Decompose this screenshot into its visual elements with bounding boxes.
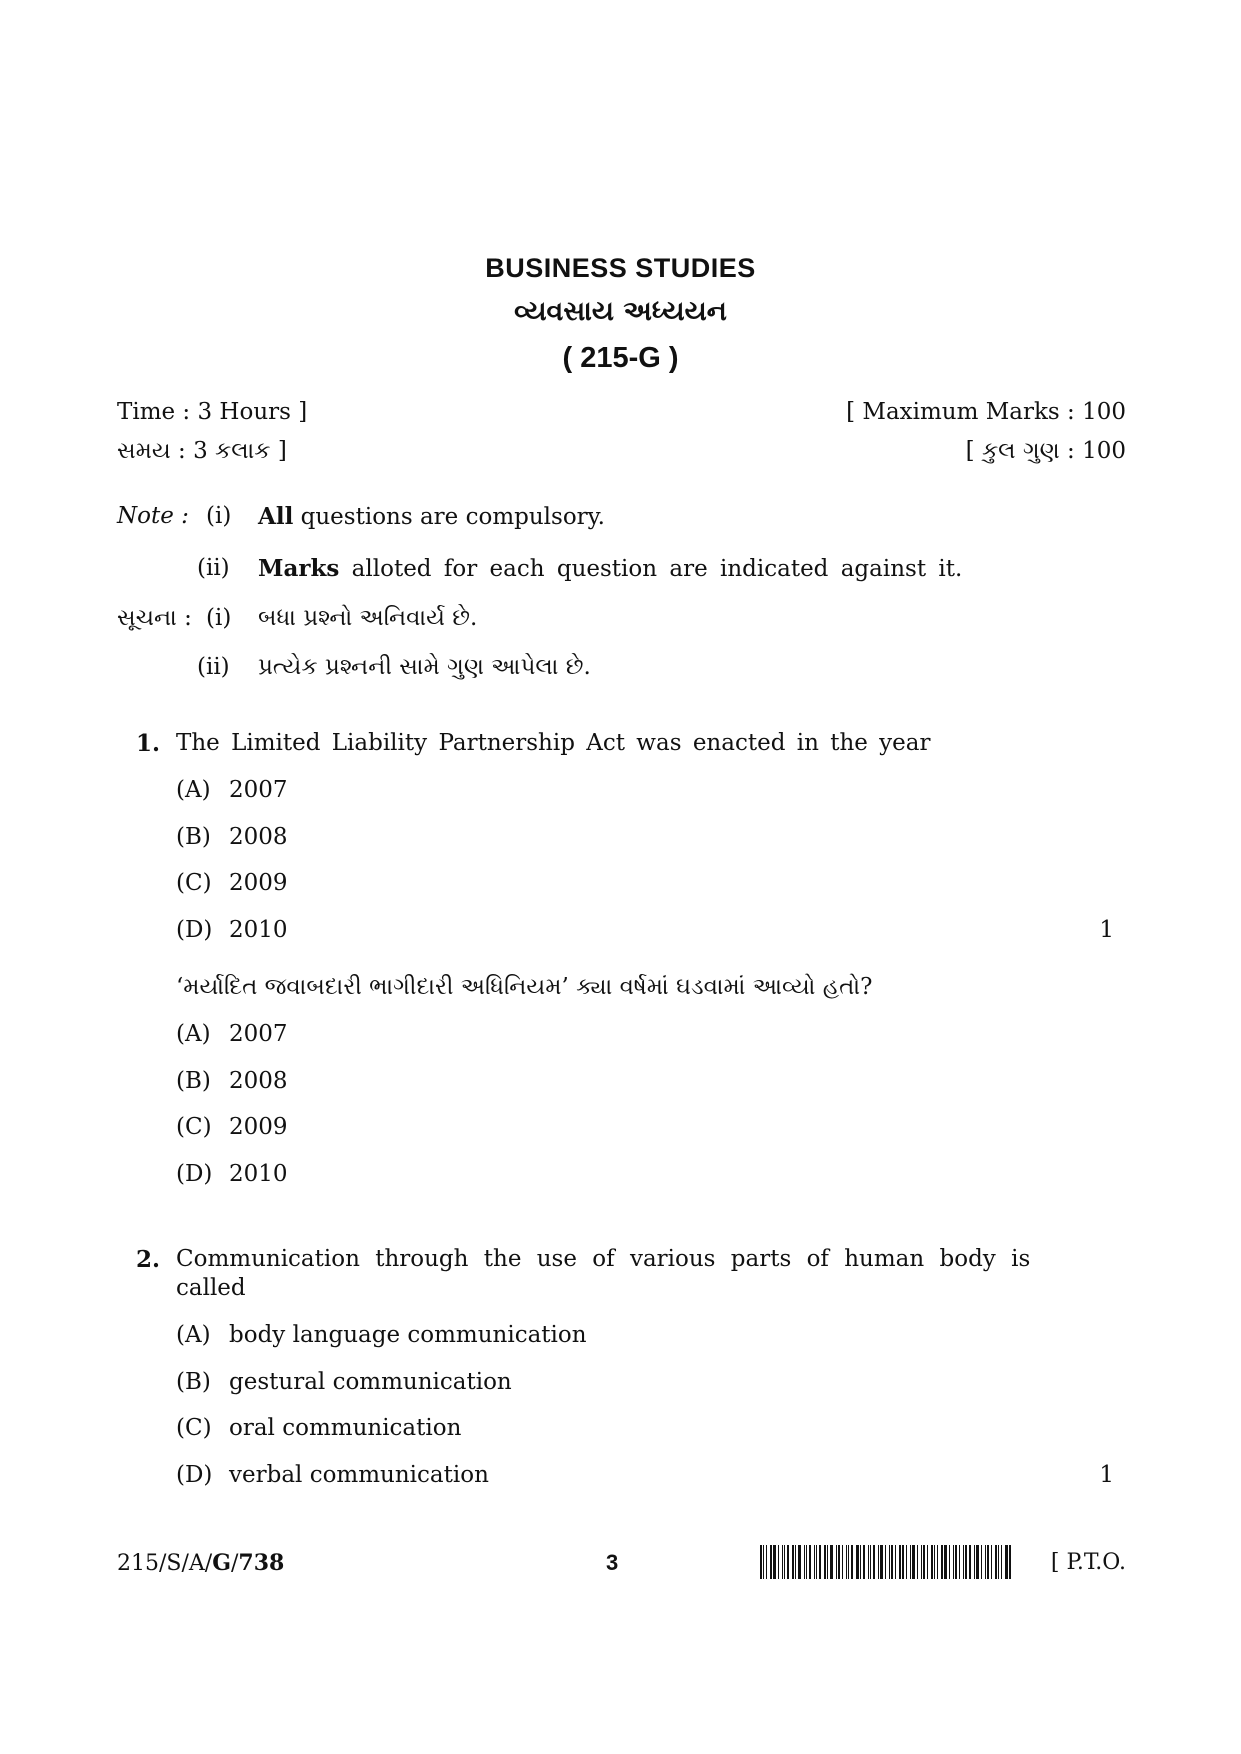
- q1-option-d: 2010: [229, 917, 288, 943]
- barcode-bar: [963, 1545, 964, 1579]
- barcode-bar: [816, 1545, 817, 1579]
- barcode-bar: [795, 1545, 796, 1579]
- paper-title-english: BUSINESS STUDIES: [485, 253, 756, 283]
- barcode-bar: [868, 1545, 869, 1579]
- q1-option-d-label: (D): [176, 917, 213, 943]
- question-1-text: The Limited Liability Partnership Act was enacted in the year: [176, 730, 931, 756]
- note-item-2: [258, 555, 962, 582]
- barcode-bar: [987, 1545, 989, 1579]
- note-label: Note :: [117, 503, 189, 529]
- barcode-bar: [998, 1545, 999, 1579]
- barcode-bar: [804, 1545, 805, 1579]
- q1-gu-option-a-label: (A): [176, 1021, 211, 1047]
- suchna-item-1-number: (i): [206, 605, 232, 631]
- question-2-text-line1: Communication through the use of various parts of human body is: [176, 1246, 1031, 1272]
- question-2-number: 2.: [136, 1246, 161, 1273]
- barcode-bar: [792, 1545, 794, 1579]
- barcode-bar: [836, 1545, 837, 1579]
- barcode-bar: [931, 1545, 933, 1579]
- barcode-icon: [760, 1545, 1022, 1579]
- barcode-bar: [949, 1545, 950, 1579]
- barcode-bar: [860, 1545, 861, 1579]
- q2-marks: 1: [1099, 1462, 1114, 1488]
- barcode-bar: [878, 1545, 879, 1579]
- barcode-bar: [976, 1545, 979, 1579]
- time-gujarati: સમય : 3 કલાક ]: [117, 438, 287, 464]
- question-2-text-line2: called: [176, 1275, 246, 1301]
- barcode-bar: [848, 1545, 849, 1579]
- barcode-bar: [902, 1545, 904, 1579]
- barcode-bar: [941, 1545, 943, 1579]
- barcode-bar: [880, 1545, 883, 1579]
- footer-code-num: 738: [238, 1550, 285, 1576]
- barcode-bar: [885, 1545, 886, 1579]
- barcode-bar: [934, 1545, 935, 1579]
- barcode-bar: [985, 1545, 986, 1579]
- q2-option-a: body language communication: [229, 1322, 587, 1348]
- question-1-text-gujarati: ‘મર્યાદિત જવાબદારી ભાગીદારી અધિનિયમ’ ક્યા વર્ષમાં ઘડવામાં આવ્યો હતો?: [176, 974, 873, 1000]
- barcode-bar: [870, 1545, 871, 1579]
- note-item-2-number: (ii): [197, 555, 230, 581]
- q2-option-c-label: (C): [176, 1415, 212, 1441]
- note-item-1: [258, 503, 605, 530]
- barcode-bar: [965, 1545, 967, 1579]
- barcode-bar: [981, 1545, 982, 1579]
- barcode-bar: [959, 1545, 960, 1579]
- barcode-bar: [917, 1545, 918, 1579]
- q1-option-a: 2007: [229, 777, 288, 803]
- time-english: Time : 3 Hours ]: [117, 399, 308, 425]
- suchna-item-2: પ્રત્યેક પ્રશ્નની સામે ગુણ આપેલા છે.: [258, 654, 591, 680]
- barcode-bar: [784, 1545, 785, 1579]
- q1-option-c: 2009: [229, 870, 288, 896]
- barcode-bar: [830, 1545, 833, 1579]
- q2-option-b: gestural communication: [229, 1369, 512, 1395]
- suchna-label: સૂચના :: [117, 605, 192, 631]
- max-marks-gujarati: [ કુલ ગુણ : 100: [965, 438, 1126, 464]
- barcode-bar: [773, 1545, 776, 1579]
- barcode-bar: [806, 1545, 807, 1579]
- barcode-bar: [923, 1545, 925, 1579]
- barcode-bar: [814, 1545, 815, 1579]
- barcode-bar: [1005, 1545, 1008, 1579]
- barcode-bar: [819, 1545, 821, 1579]
- barcode-bar: [782, 1545, 783, 1579]
- note-item-2-bold: Marks: [258, 555, 340, 582]
- q1-gu-option-d: 2010: [229, 1161, 288, 1187]
- pto-label: [ P.T.O.: [1050, 1550, 1126, 1575]
- note-item-1-number: (i): [206, 503, 232, 529]
- note-item-1-text: questions are compulsory.: [293, 504, 605, 530]
- barcode-bar: [891, 1545, 893, 1579]
- barcode-bar: [906, 1545, 907, 1579]
- barcode-bar: [770, 1545, 772, 1579]
- q1-option-b-label: (B): [176, 824, 211, 850]
- barcode-bar: [846, 1545, 847, 1579]
- barcode-bar: [766, 1545, 767, 1579]
- barcode-bar: [969, 1545, 971, 1579]
- q1-option-a-label: (A): [176, 777, 211, 803]
- barcode-bar: [851, 1545, 853, 1579]
- barcode-bar: [899, 1545, 901, 1579]
- q2-option-b-label: (B): [176, 1369, 211, 1395]
- barcode-bar: [838, 1545, 840, 1579]
- barcode-bar: [927, 1545, 928, 1579]
- barcode-bar: [921, 1545, 922, 1579]
- barcode-bar: [895, 1545, 896, 1579]
- barcode-bar: [827, 1545, 828, 1579]
- barcode-bar: [1001, 1545, 1002, 1579]
- q1-gu-option-c-label: (C): [176, 1114, 212, 1140]
- barcode-bar: [1009, 1545, 1011, 1579]
- barcode-bar: [944, 1545, 947, 1579]
- barcode-bar: [856, 1545, 859, 1579]
- suchna-item-1: બધા પ્રશ્નો અનિવાર્ય છે.: [258, 605, 478, 631]
- footer-code-g: G: [212, 1550, 231, 1576]
- barcode-bar: [995, 1545, 997, 1579]
- q1-option-b: 2008: [229, 824, 288, 850]
- barcode-bar: [974, 1545, 975, 1579]
- note-item-1-bold: All: [258, 503, 294, 530]
- barcode-bar: [763, 1545, 764, 1579]
- paper-code-footer: [117, 1550, 284, 1576]
- barcode-bar: [809, 1545, 811, 1579]
- page-number: 3: [606, 1550, 619, 1575]
- q2-option-d: verbal communication: [229, 1462, 489, 1488]
- barcode-bar: [953, 1545, 954, 1579]
- barcode-bar: [937, 1545, 938, 1579]
- barcode-bar: [760, 1545, 762, 1579]
- barcode-bar: [787, 1545, 789, 1579]
- paper-title-gujarati: વ્યવસાય અધ્યયન: [514, 296, 727, 327]
- barcode-bar: [889, 1545, 890, 1579]
- q1-gu-option-b: 2008: [229, 1068, 288, 1094]
- barcode-bar: [912, 1545, 915, 1579]
- barcode-bar: [873, 1545, 875, 1579]
- barcode-bar: [910, 1545, 911, 1579]
- barcode-bar: [842, 1545, 843, 1579]
- footer-code-prefix: 215/S/A/: [117, 1551, 213, 1576]
- barcode-bar: [778, 1545, 779, 1579]
- paper-code: ( 215-G ): [562, 342, 679, 374]
- q2-option-c: oral communication: [229, 1415, 462, 1441]
- max-marks-english: [ Maximum Marks : 100: [846, 399, 1126, 425]
- barcode-bar: [955, 1545, 957, 1579]
- barcode-bar: [798, 1545, 801, 1579]
- q1-gu-option-c: 2009: [229, 1114, 288, 1140]
- q1-option-c-label: (C): [176, 870, 212, 896]
- question-1-number: 1.: [136, 730, 161, 757]
- barcode-bar: [991, 1545, 992, 1579]
- footer-code-sep: /: [230, 1551, 239, 1576]
- suchna-item-2-number: (ii): [197, 654, 230, 680]
- barcode-bar: [863, 1545, 865, 1579]
- q1-gu-option-d-label: (D): [176, 1161, 213, 1187]
- note-item-2-text: alloted for each question are indicated against it.: [339, 556, 963, 582]
- barcode-bar: [824, 1545, 826, 1579]
- q2-option-a-label: (A): [176, 1322, 211, 1348]
- q2-option-d-label: (D): [176, 1462, 213, 1488]
- q1-gu-option-a: 2007: [229, 1021, 288, 1047]
- q1-gu-option-b-label: (B): [176, 1068, 211, 1094]
- q1-marks: 1: [1099, 917, 1114, 943]
